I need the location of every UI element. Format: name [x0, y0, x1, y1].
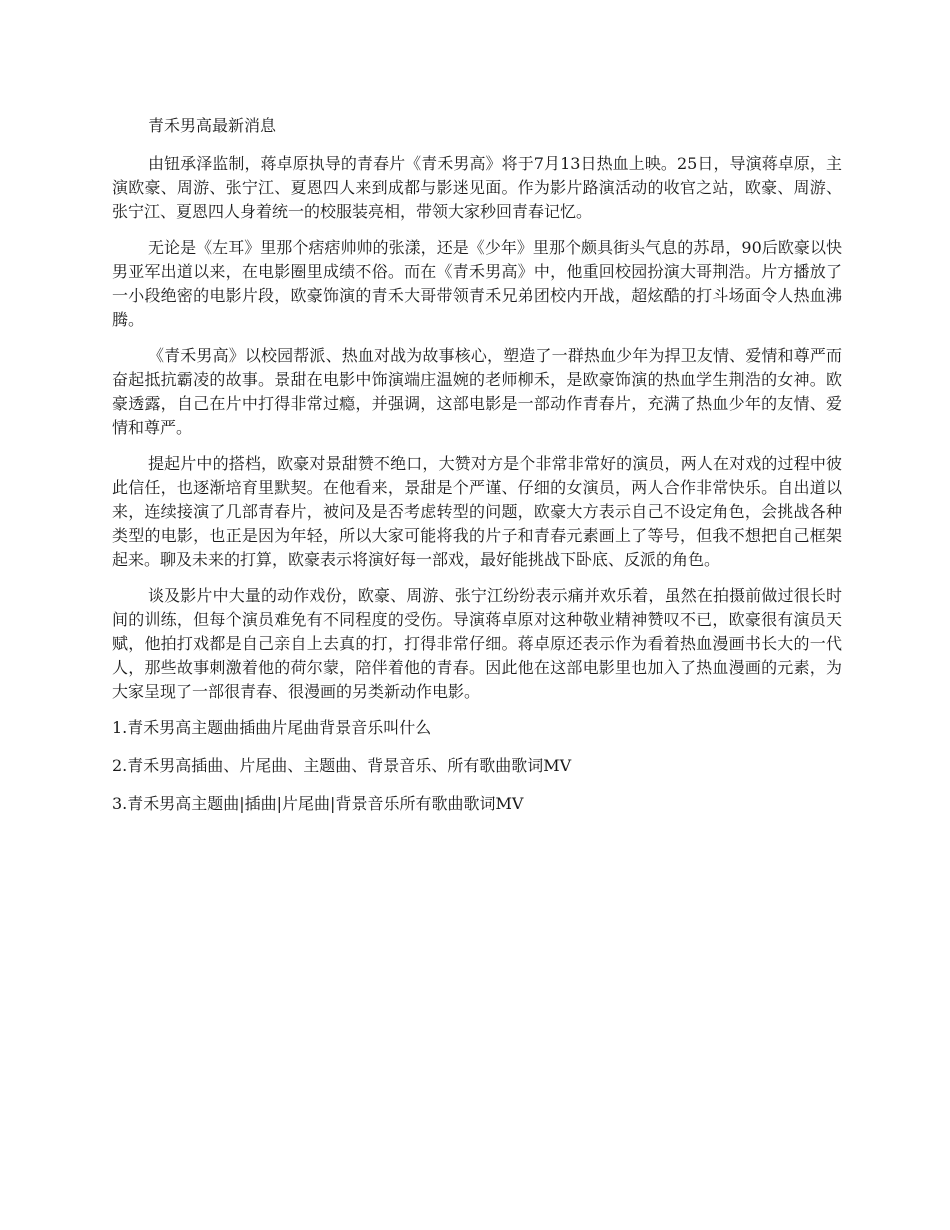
list-item-3: 3.青禾男高主题曲|插曲|片尾曲|背景音乐所有歌曲歌词MV [112, 794, 524, 813]
document-page [112, 114, 842, 830]
document-title: 青禾男高最新消息 [148, 116, 277, 135]
paragraph-1: 由钮承泽监制，蒋卓原执导的青春片《青禾男高》将于7月13日热血上映。25日，导演蒋卓原，主演欧豪、周游、张宁江、夏恩四人来到成都与影迷见面。作为影片路演活动的收官之站，欧豪、周游、张宁江、夏恩四人身着统一的校服装亮相，带领大家秒回青春记忆。 [112, 154, 842, 221]
paragraph-4: 提起片中的搭档，欧豪对景甜赞不绝口，大赞对方是个非常非常好的演员，两人在对戏的过程中彼此信任，也逐渐培育里默契。在他看来，景甜是个严谨、仔细的女演员，两人合作非常快乐。自出道以来，连续接演了几部青春片，被问及是否考虑转型的问题，欧豪大方表示自己不设定角色，会挑战各种类型的电影，也正是因为年轻，所以大家可能将我的片子和青春元素画上了等号，但我不想把自己框架起来。聊及未来的打算，欧豪表示将演好每一部戏，最好能挑战下卧底、反派的角色。 [112, 454, 842, 569]
paragraph-2: 无论是《左耳》里那个痞痞帅帅的张漾，还是《少年》里那个颇具街头气息的苏昂，90后欧豪以快男亚军出道以来，在电影圈里成绩不俗。而在《青禾男高》中，他重回校园扮演大哥荆浩。片方播放了一小段绝密的电影片段，欧豪饰演的青禾大哥带领青禾兄弟团校内开战，超炫酷的打斗场面令人热血沸腾。 [112, 238, 842, 329]
list-item-1: 1.青禾男高主题曲插曲片尾曲背景音乐叫什么 [112, 718, 432, 737]
paragraph-5: 谈及影片中大量的动作戏份，欧豪、周游、张宁江纷纷表示痛并欢乐着，虽然在拍摄前做过很长时间的训练，但每个演员难免有不同程度的受伤。导演蒋卓原对这种敬业精神赞叹不已，欧豪很有演员天赋，他拍打戏都是自己亲自上去真的打，打得非常仔细。蒋卓原还表示作为看着热血漫画书长大的一代人，那些故事刺激着他的荷尔蒙，陪伴着他的青春。因此他在这部电影里也加入了热血漫画的元素，为大家呈现了一部很青春、很漫画的另类新动作电影。 [112, 586, 842, 701]
paragraph-3: 《青禾男高》以校园帮派、热血对战为故事核心，塑造了一群热血少年为捍卫友情、爱情和尊严而奋起抵抗霸凌的故事。景甜在电影中饰演端庄温婉的老师柳禾，是欧豪饰演的热血学生荆浩的女神。欧豪透露，自己在片中打得非常过瘾，并强调，这部电影是一部动作青春片，充满了热血少年的友情、爱情和尊严。 [112, 346, 842, 437]
list-item-2: 2.青禾男高插曲、片尾曲、主题曲、背景音乐、所有歌曲歌词MV [112, 756, 572, 775]
